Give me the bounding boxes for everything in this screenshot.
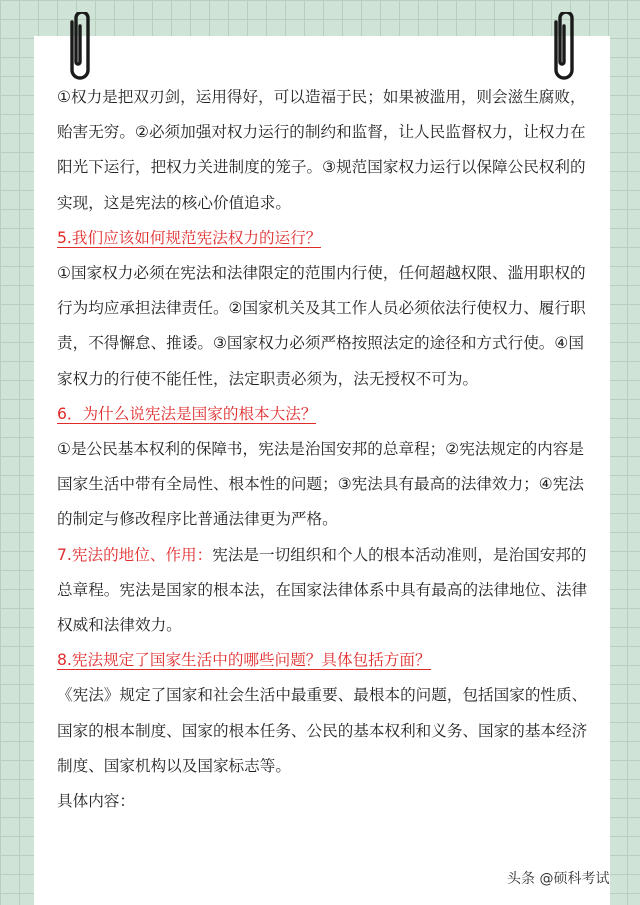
paragraph-text: 宪法是一切组织和个人的根本活动准则，是治国安邦的总章程。宪法是国家的根本法，在国家法律体系中具有最高的法律地位、法律权威和法律效力。 bbox=[57, 545, 588, 635]
question-heading bbox=[57, 397, 597, 432]
paragraph: ①是公民基本权利的保障书，宪法是治国安邦的总章程；②宪法规定的内容是国家生活中带有全局性、根本性的问题；③宪法具有最高的法律效力；④宪法的制定与修改程序比普通法律更为严格。 bbox=[57, 440, 584, 529]
question-heading bbox=[57, 221, 597, 256]
paragraph: ①国家权力必须在宪法和法律限定的范围内行使，任何超越权限、滥用职权的行为均应承担法律责任。②国家机关及其工作人员必须依法行使权力、履行职责，不得懈怠、推诿。③国家权力必须严格按照法定的途径和方式行使。④国家权力的行使不能任性，法定职责必须为，法无授权不可为。 bbox=[57, 264, 586, 388]
watermark: 头条 @硕科考试 bbox=[507, 871, 610, 887]
paragraph: 《宪法》规定了国家和社会生活中最重要、最根本的问题，包括国家的性质、国家的根本制度、国家的根本任务、公民的基本权利和义务、国家的基本经济制度、国家机构以及国家标志等。 bbox=[57, 686, 588, 775]
document-body bbox=[57, 80, 597, 819]
question-text: 6．为什么说宪法是国家的根本大法？ bbox=[57, 404, 317, 423]
question-text: 8.宪法规定了国家生活中的哪些问题？具体包括方面？ bbox=[57, 651, 431, 670]
paragraph: ①权力是把双刃剑，运用得好，可以造福于民；如果被滥用，则会滋生腐败，贻害无穷。②必须加强对权力运行的制约和监督，让人民监督权力，让权力在阳光下运行，把权力关进制度的笼子。③规范国家权力运行以保障公民权利的实现，这是宪法的核心价值追求。 bbox=[57, 88, 586, 212]
question-label: 7.宪法的地位、作用： bbox=[57, 545, 213, 564]
paragraph: 具体内容： bbox=[57, 792, 135, 811]
paperclip-icon bbox=[544, 12, 584, 90]
mixed-paragraph bbox=[57, 538, 597, 644]
paperclip-icon bbox=[60, 12, 100, 90]
question-text: 5.我们应该如何规范宪法权力的运行？ bbox=[57, 228, 322, 247]
question-heading bbox=[57, 643, 597, 678]
